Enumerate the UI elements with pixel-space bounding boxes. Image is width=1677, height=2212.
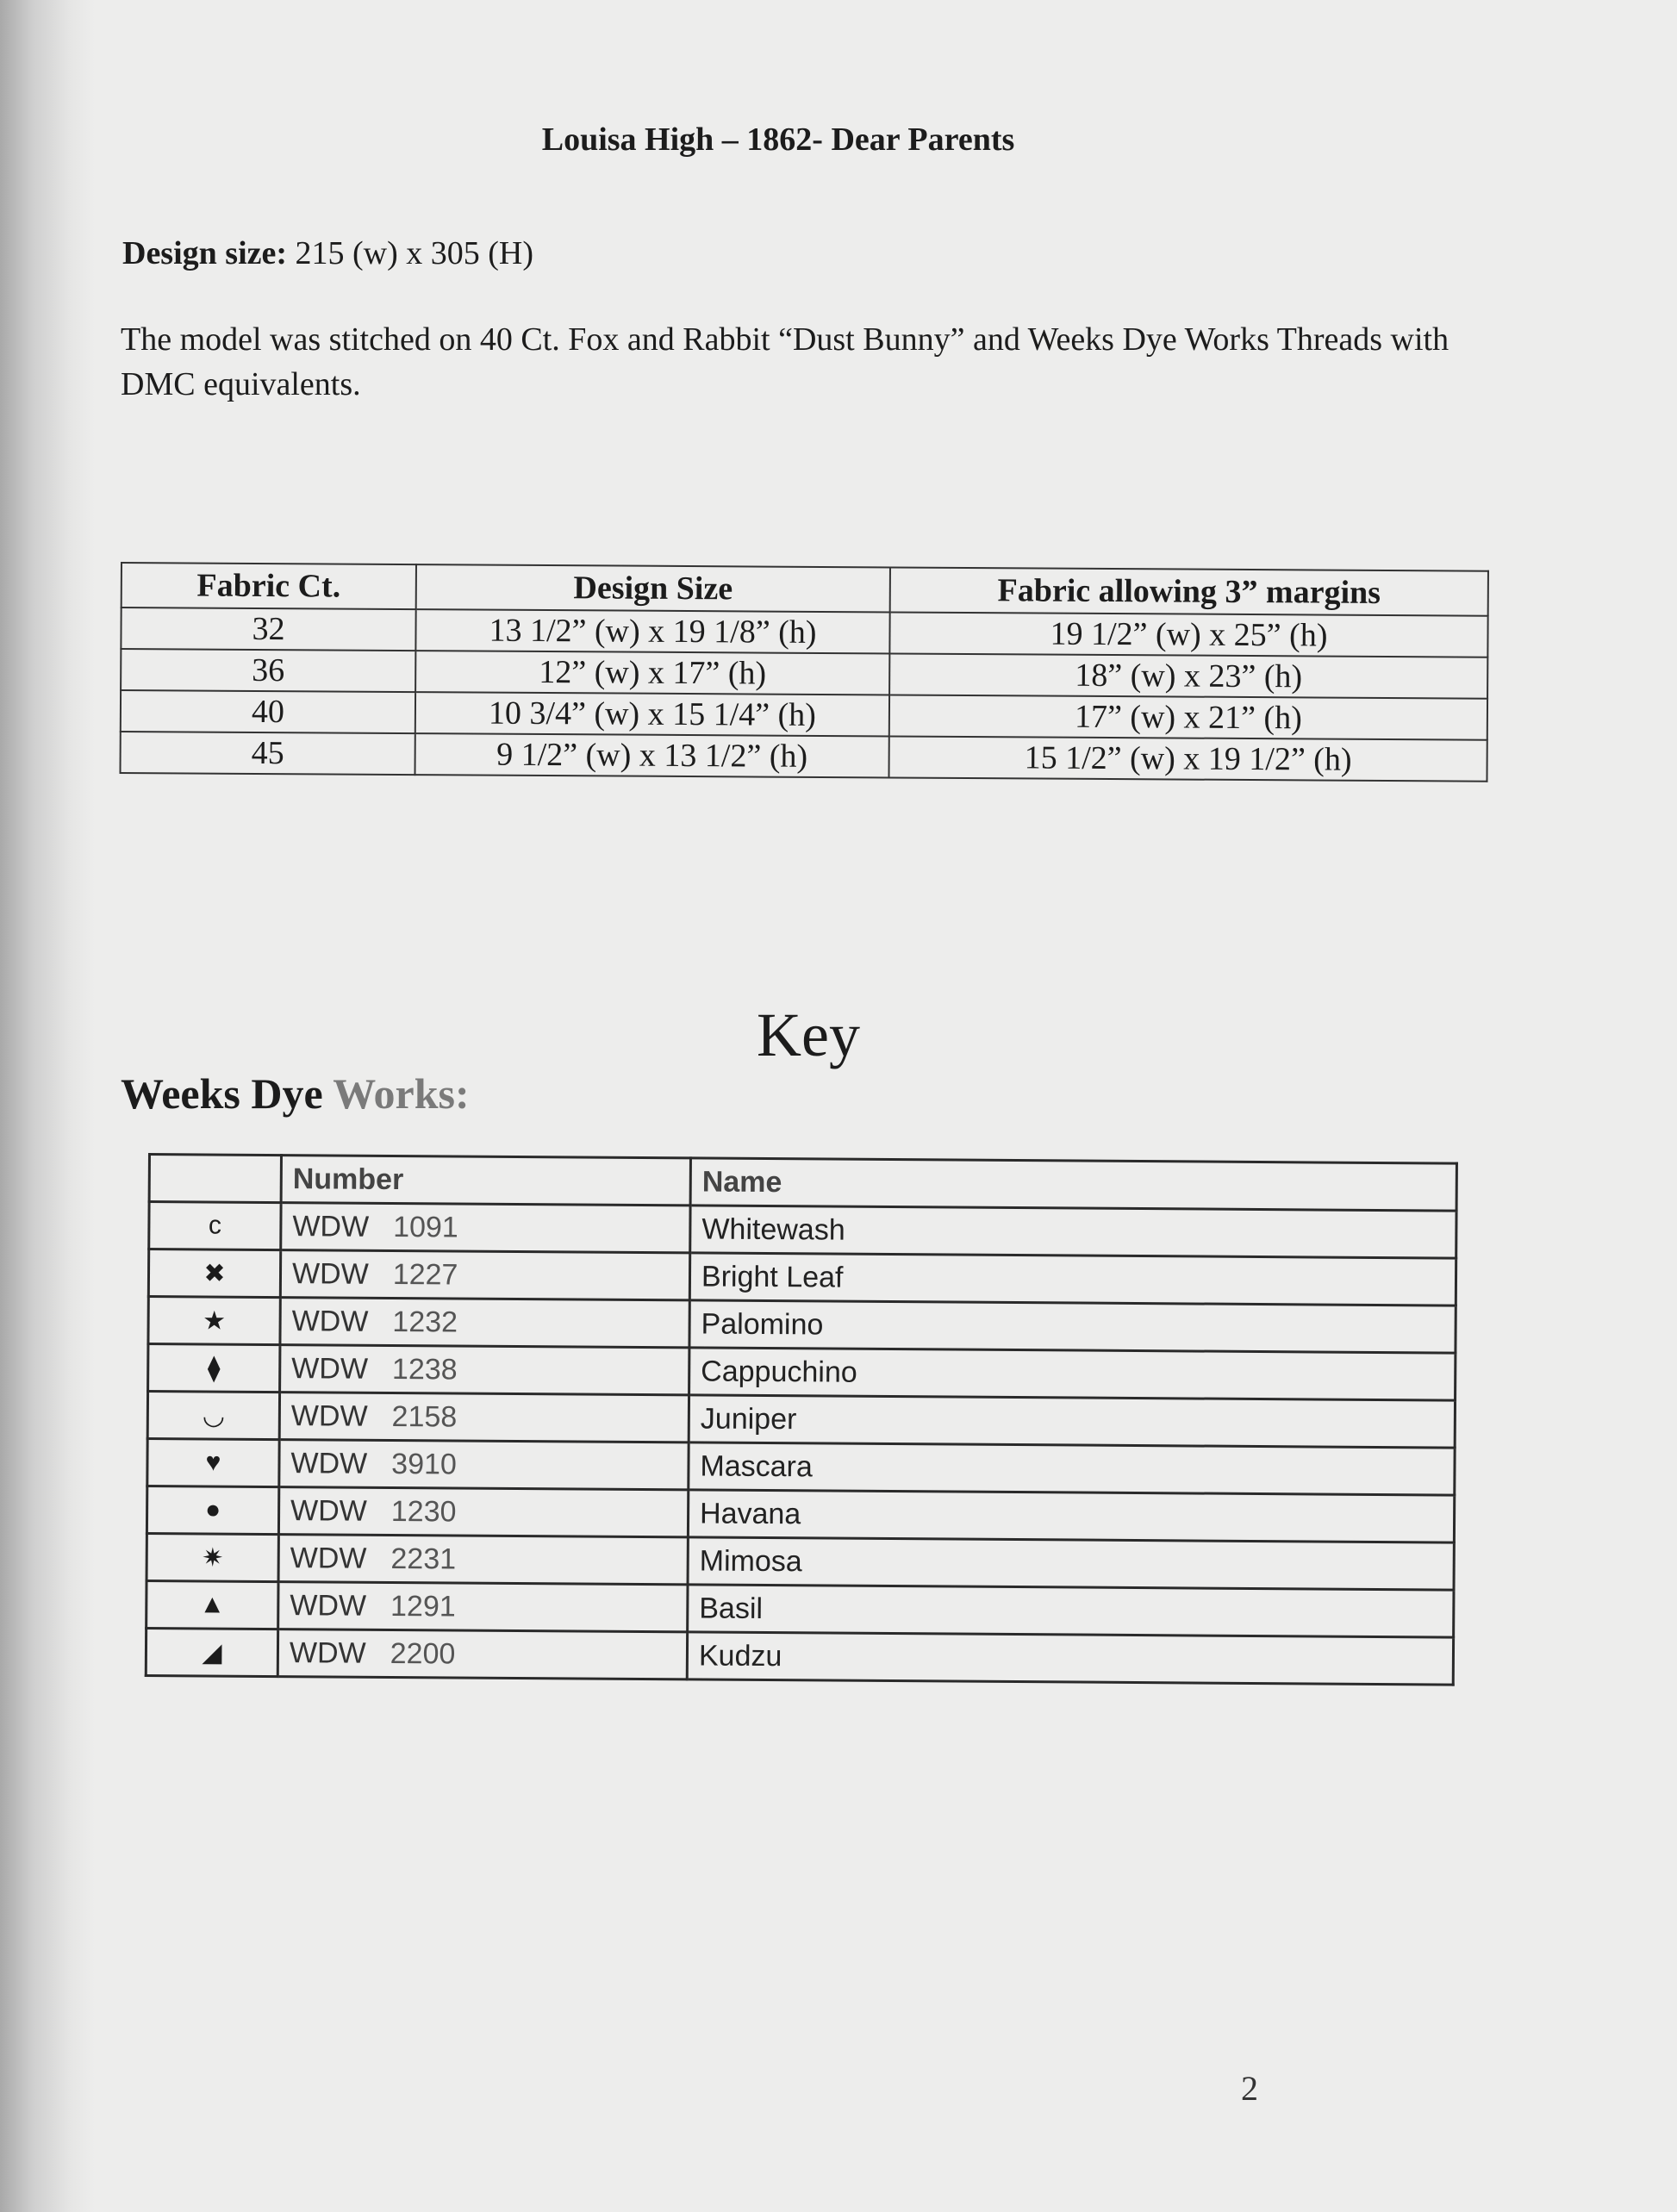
fabric-ct-cell: 40	[121, 690, 415, 733]
fabric-margins-cell: 15 1/2” (w) x 19 1/2” (h)	[888, 736, 1487, 781]
design-size	[122, 234, 533, 272]
design-size-cell: 12” (w) x 17” (h)	[415, 651, 889, 695]
stitch-symbol-icon: c	[149, 1202, 281, 1250]
fabric-margins-cell: 19 1/2” (w) x 25” (h)	[889, 612, 1487, 657]
fabric-ct-cell: 45	[121, 732, 415, 775]
thread-number: WDW 2158	[279, 1393, 689, 1442]
thread-number: WDW 1091	[281, 1203, 690, 1253]
header-fabric-margins: Fabric allowing 3” margins	[890, 567, 1488, 615]
header-fabric-ct: Fabric Ct.	[122, 563, 416, 609]
page-title: Louisa High – 1862- Dear Parents	[541, 122, 1015, 158]
page-number: 2	[1241, 2069, 1258, 2108]
design-size-value: 215 (w) x 305 (H)	[287, 235, 534, 271]
thread-number: WDW 1291	[278, 1582, 688, 1632]
stitch-symbol-icon: ✷	[147, 1533, 278, 1581]
design-size-cell: 13 1/2” (w) x 19 1/8” (h)	[415, 609, 889, 653]
stitch-symbol-icon: ◢	[146, 1628, 277, 1676]
key-title: Key	[757, 1000, 860, 1069]
stitch-symbol-icon: ★	[148, 1297, 280, 1345]
thread-number: WDW 2231	[278, 1535, 688, 1585]
stitch-symbol-icon: ●	[147, 1486, 278, 1535]
thread-number: WDW 3910	[279, 1440, 689, 1490]
thread-name: Mascara	[689, 1442, 1455, 1495]
fabric-margins-cell: 17” (w) x 21” (h)	[889, 695, 1487, 739]
thread-number: WDW 1230	[278, 1487, 688, 1537]
fabric-table-header	[122, 563, 1488, 616]
thread-name: Bright Leaf	[689, 1253, 1456, 1305]
header-design-size: Design Size	[416, 564, 890, 612]
stitch-symbol-icon: ✖	[148, 1249, 280, 1298]
thread-name: Havana	[688, 1490, 1454, 1542]
fabric-ct-cell: 32	[121, 608, 415, 651]
intro-paragraph: The model was stitched on 40 Ct. Fox and Rabbit “Dust Bunny” and Weeks Dye Works Threads with DMC equivalents.	[121, 321, 1449, 402]
table-row	[146, 1628, 1453, 1685]
fabric-margins-cell: 18” (w) x 23” (h)	[889, 653, 1487, 698]
thread-name: Mimosa	[688, 1537, 1454, 1590]
design-size-cell: 9 1/2” (w) x 13 1/2” (h)	[415, 733, 888, 777]
stitch-symbol-icon: ◡	[147, 1392, 279, 1440]
key-table	[145, 1153, 1458, 1686]
fabric-table	[119, 562, 1488, 782]
thread-name: Juniper	[689, 1395, 1455, 1448]
weeks-dye-works-heading	[121, 1069, 470, 1118]
header-symbol	[149, 1155, 281, 1203]
thread-name: Kudzu	[687, 1632, 1453, 1685]
stitch-symbol-icon: ♥	[147, 1439, 279, 1487]
fabric-ct-cell: 36	[121, 649, 415, 692]
stitch-symbol-icon: ▲	[147, 1580, 278, 1629]
design-size-cell: 10 3/4” (w) x 15 1/4” (h)	[415, 692, 889, 736]
weeks-heading-bold: Weeks Dye	[121, 1069, 334, 1118]
header-number: Number	[281, 1156, 690, 1206]
design-size-label: Design size:	[122, 235, 288, 271]
page-gutter-shadow	[0, 0, 95, 2212]
thread-number: WDW 1227	[280, 1250, 689, 1300]
thread-number: WDW 1232	[280, 1298, 689, 1348]
weeks-heading-light: Works:	[333, 1069, 470, 1118]
stitch-symbol-icon: ⧫	[148, 1344, 280, 1393]
header-name: Name	[690, 1158, 1456, 1211]
thread-name: Cappuchino	[689, 1348, 1456, 1400]
thread-number: WDW 2200	[277, 1629, 687, 1679]
thread-number: WDW 1238	[280, 1345, 689, 1395]
thread-name: Palomino	[689, 1300, 1456, 1353]
thread-name: Whitewash	[690, 1206, 1456, 1258]
thread-name: Basil	[688, 1585, 1454, 1637]
table-row	[121, 732, 1487, 782]
